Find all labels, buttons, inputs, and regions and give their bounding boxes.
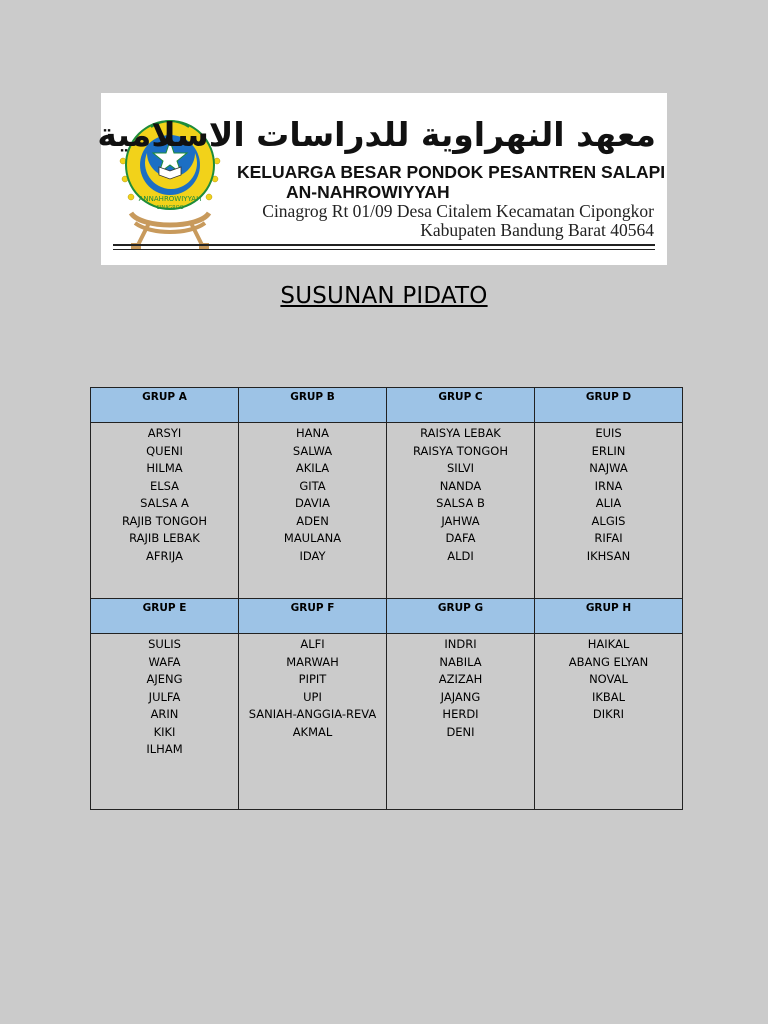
member-name: IDAY <box>299 548 326 563</box>
member-name: SALSA B <box>436 496 485 510</box>
member-name: ARIN <box>150 707 179 721</box>
member-name: ALIA <box>595 496 622 510</box>
group-header-cell <box>535 388 683 423</box>
member-name: SILVI <box>446 461 475 475</box>
group-members-row <box>91 423 683 599</box>
group-members-cell <box>535 634 683 810</box>
group-members-cell <box>387 423 535 599</box>
member-name: ARSYI <box>147 426 182 440</box>
member-name: NANDA <box>439 478 482 493</box>
member-name: EUIS <box>595 426 622 440</box>
group-header-cell <box>535 599 683 634</box>
member-name: RIFAI <box>594 531 623 545</box>
group-header-cell <box>387 388 535 423</box>
group-members-cell <box>91 634 239 810</box>
group-members-cell <box>91 423 239 599</box>
group-header-row <box>91 599 683 634</box>
member-name: ELSA <box>149 478 180 493</box>
group-header-label: GRUP H <box>585 602 632 614</box>
member-name: AJENG <box>146 672 183 686</box>
member-name: NABILA <box>439 654 482 669</box>
member-name: INDRI <box>444 637 477 651</box>
group-members-cell <box>239 423 387 599</box>
member-name: ALDI <box>447 548 474 563</box>
group-members-cell <box>535 423 683 599</box>
member-name: RAISYA TONGOH <box>412 443 509 458</box>
member-name: DENI <box>446 724 475 739</box>
group-header-cell <box>91 599 239 634</box>
member-name: HAIKAL <box>587 637 630 651</box>
member-name: IRNA <box>594 478 623 493</box>
group-header-label: GRUP C <box>438 391 483 403</box>
group-members-row <box>91 634 683 810</box>
member-name: HERDI <box>442 707 479 721</box>
member-name: NOVAL <box>589 672 628 686</box>
member-name: HANA <box>296 426 329 440</box>
group-table <box>90 387 683 810</box>
member-name: JAHWA <box>441 513 480 528</box>
group-header-label: GRUP E <box>142 602 187 614</box>
member-name: IKBAL <box>591 689 626 704</box>
member-name: IKHSAN <box>586 548 631 563</box>
arabic-institution-name: معهد النهراوية للدراسات الاسلامية <box>97 115 656 154</box>
member-name: JULFA <box>148 689 181 704</box>
member-name: MAULANA <box>283 531 342 545</box>
letterhead <box>97 93 667 265</box>
member-name: SALSA A <box>140 496 189 510</box>
group-header-cell <box>239 599 387 634</box>
group-members-cell <box>239 634 387 810</box>
letterhead-rule-thick <box>113 244 655 246</box>
member-name: RAJIB LEBAK <box>129 531 200 545</box>
organization-name-line2: AN-NAHROWIYYAH <box>286 182 450 202</box>
group-header-label: GRUP A <box>142 391 187 403</box>
logo-text: ANNAHROWIYYAH <box>138 195 202 203</box>
member-name: DAVIA <box>295 496 330 510</box>
member-name: NAJWA <box>589 461 628 475</box>
member-name: ADEN <box>296 513 329 528</box>
member-name: MARWAH <box>286 654 339 669</box>
organization-name-line1: KELUARGA BESAR PONDOK PESANTREN SALAPI <box>237 162 666 182</box>
member-name: ABANG ELYAN <box>568 654 649 669</box>
group-header-label: GRUP G <box>437 602 484 614</box>
group-header-cell <box>387 599 535 634</box>
group-header-label: GRUP B <box>290 391 335 403</box>
member-name: RAISYA LEBAK <box>420 426 501 440</box>
address-line2: Kabupaten Bandung Barat 40564 <box>420 220 654 240</box>
member-name: RAJIB TONGOH <box>121 513 207 528</box>
member-name: SANIAH-ANGGIA-REVA <box>248 707 377 721</box>
member-name: PIPIT <box>298 672 327 686</box>
member-name: DAFA <box>445 531 476 545</box>
group-members-cell <box>387 634 535 810</box>
member-name: AKMAL <box>292 724 333 739</box>
address-line1: Cinagrog Rt 01/09 Desa Citalem Kecamatan Cipongkor <box>262 201 654 221</box>
letterhead-rule-thin <box>113 249 655 250</box>
member-name: AFRIJA <box>146 548 183 563</box>
group-header-label: GRUP D <box>585 391 632 403</box>
member-name: SULIS <box>148 637 181 651</box>
member-name: UPI <box>303 689 322 704</box>
group-header-cell <box>239 388 387 423</box>
group-header-label: GRUP F <box>290 602 335 614</box>
member-name: ERLIN <box>591 443 626 458</box>
member-name: KIKI <box>153 724 176 739</box>
member-name: JAJANG <box>440 689 481 704</box>
member-name: ALGIS <box>591 513 626 528</box>
member-name: AZIZAH <box>438 672 483 686</box>
member-name: WAFA <box>148 654 181 669</box>
member-name: DIKRI <box>592 707 625 721</box>
member-name: GITA <box>299 478 326 493</box>
logo-subtext: CINAGROG <box>156 205 184 211</box>
member-name: ILHAM <box>146 742 183 756</box>
member-name: HILMA <box>146 461 183 475</box>
group-header-cell <box>91 388 239 423</box>
group-header-row <box>91 388 683 423</box>
member-name: ALFI <box>300 637 325 651</box>
member-name: SALWA <box>292 443 333 458</box>
member-name: AKILA <box>295 461 330 475</box>
member-name: QUENI <box>146 443 183 458</box>
page-title: SUSUNAN PIDATO <box>280 283 488 309</box>
